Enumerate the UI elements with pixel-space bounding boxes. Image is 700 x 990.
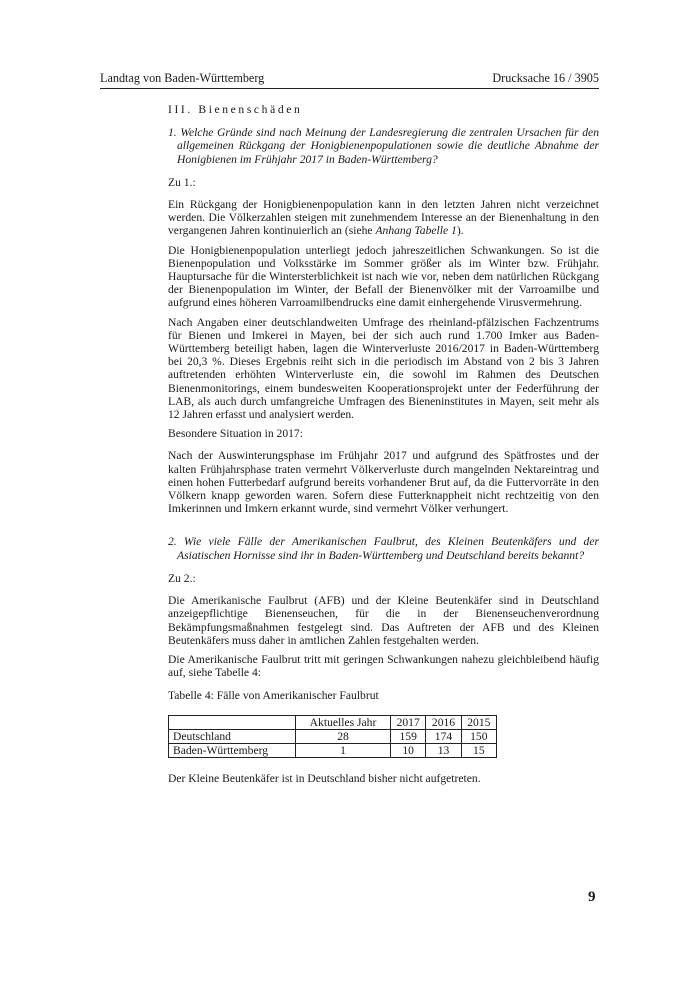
appendix-reference: Anhang Tabelle 1 bbox=[375, 224, 457, 238]
question-2: 2. Wie viele Fälle der Amerikanischen Faulbrut, des Kleinen Beutenkäfers und der Asiatischen Hornisse sind ihr in Baden-Württemberg und Deutschland bereits bekannt? bbox=[168, 535, 599, 562]
table-header-cell: Aktuelles Jahr bbox=[296, 715, 391, 729]
question-1: 1. Welche Gründe sind nach Meinung der Landesregierung die zentralen Ursachen für den allgemeinen Rückgang der Honigbienenpopulationen sowie die deutliche Abnahme der Honigbienen im Frühjahr 2017 in Baden-Württemberg? bbox=[168, 126, 599, 166]
table-cell: 174 bbox=[426, 729, 461, 743]
document-body bbox=[168, 103, 599, 791]
table-header-cell: 2015 bbox=[461, 715, 496, 729]
table-cell: 28 bbox=[296, 729, 391, 743]
answer-1-paragraph-4: Nach der Auswinterungsphase im Frühjahr 2017 und aufgrund des Spätfrostes und der kalten Frühjahrsphase traten vermehrt Völkerverluste durch mangelnden Nektareintrag und einen hohen Futterbedarf aufgrund bereits vorhandener Brut auf, da die Futtervorräte in den Völkern knapp geworden waren. Sofern diese Futterknappheit nicht rechtzeitig von den Imkerinnen und Imkern erkannt wurde, sind vermehrt Völker verhungert. bbox=[168, 449, 599, 516]
answer-1-paragraph-1: Ein Rückgang der Honigbienenpopulation kann in den letzten Jahren nicht verzeichnet werden. Die Völkerzahlen steigen mit zunehmendem Interesse an der Bienenhaltung in den vergangenen Jahren kontinuierlich an (siehe Anhang Tabelle 1). bbox=[168, 198, 599, 238]
table-header-cell: 2016 bbox=[426, 715, 461, 729]
table-header-cell: 2017 bbox=[391, 715, 426, 729]
answer-1-paragraph-2: Die Honigbienenpopulation unterliegt jedoch jahreszeitlichen Schwankungen. So ist die Bienenpopulation und Volksstärke im Sommer größer als im Winter bzw. Frühjahr. Hauptursache für die Wintersterblichkeit ist nach wie vor, neben dem natürlichen Rückgang der Bienenpopulation im Winter, der Befall der Bienenvölker mit der Varroamilbe und aufgrund eines höheren Varroamilbendrucks eine damit einhergehende Virusvermehrung. bbox=[168, 243, 599, 310]
page-header bbox=[100, 71, 599, 89]
table-cell: 1 bbox=[296, 743, 391, 757]
answer-1-heading: Zu 1.: bbox=[168, 175, 196, 189]
page-number: 9 bbox=[588, 889, 596, 905]
table-cell: Baden-Württemberg bbox=[169, 743, 296, 757]
answer-2-paragraph-3: Der Kleine Beutenkäfer ist in Deutschland bisher nicht aufgetreten. bbox=[168, 771, 481, 785]
header-left: Landtag von Baden-Württemberg bbox=[100, 71, 265, 85]
section-title: III. Bienenschäden bbox=[168, 103, 303, 116]
answer-2-paragraph-2: Die Amerikanische Faulbrut tritt mit geringen Schwankungen nahezu gleichbleibend häufig auf, siehe Tabelle 4: bbox=[168, 652, 599, 680]
table-cell: 13 bbox=[426, 743, 461, 757]
answer-1-paragraph-3: Nach Angaben einer deutschlandweiten Umfrage des rheinland-pfälzischen Fachzentrums für Bienen und Imkerei in Mayen, bei der sich auch rund 1.700 Imker aus Baden-Württemberg beteiligt haben, lagen die Winterverluste 2016/2017 in Baden-Württemberg bei 20,3 %. Dieses Ergebnis reiht sich in die periodisch im Abstand von 2 bis 3 Jahren auftretenden erhöhten Winterverluste ein, die sowohl im Rahmen des Deutschen Bienenmonitorings, einem bundesweiten Kooperationsprojekt unter der Federführung der LAB, als auch durch umfangreiche Umfragen des Bieneninstitutes in Mayen, seit mehr als 12 Jahren erfasst und analysiert werden. bbox=[168, 315, 599, 422]
table-caption: Tabelle 4: Fälle von Amerikanischer Faulbrut bbox=[168, 689, 379, 703]
answer-2-paragraph-1: Die Amerikanische Faulbrut (AFB) und der Kleine Beutenkäfer sind in Deutschland anzeigepflichtige Bienenseuchen, für die in der Bienenseuchenverordnung Bekämpfungsmaßnahmen festgelegt sind. Das Auftreten der AFB und des Kleinen Beutenkäfers muss daher in amtlichen Zahlen festgehalten werden. bbox=[168, 594, 599, 647]
header-right: Drucksache 16 / 3905 bbox=[492, 71, 599, 85]
table-cell: 159 bbox=[391, 729, 426, 743]
table-cell: 15 bbox=[461, 743, 496, 757]
special-situation-heading: Besondere Situation in 2017: bbox=[168, 427, 303, 441]
table-cell: 150 bbox=[461, 729, 496, 743]
table-header-cell bbox=[169, 715, 296, 729]
table-header-row bbox=[169, 715, 497, 729]
faulbrut-table bbox=[168, 715, 497, 758]
table-cell: 10 bbox=[391, 743, 426, 757]
table-row bbox=[169, 729, 497, 743]
table-cell: Deutschland bbox=[169, 729, 296, 743]
table-row bbox=[169, 743, 497, 757]
answer-2-heading: Zu 2.: bbox=[168, 571, 196, 585]
